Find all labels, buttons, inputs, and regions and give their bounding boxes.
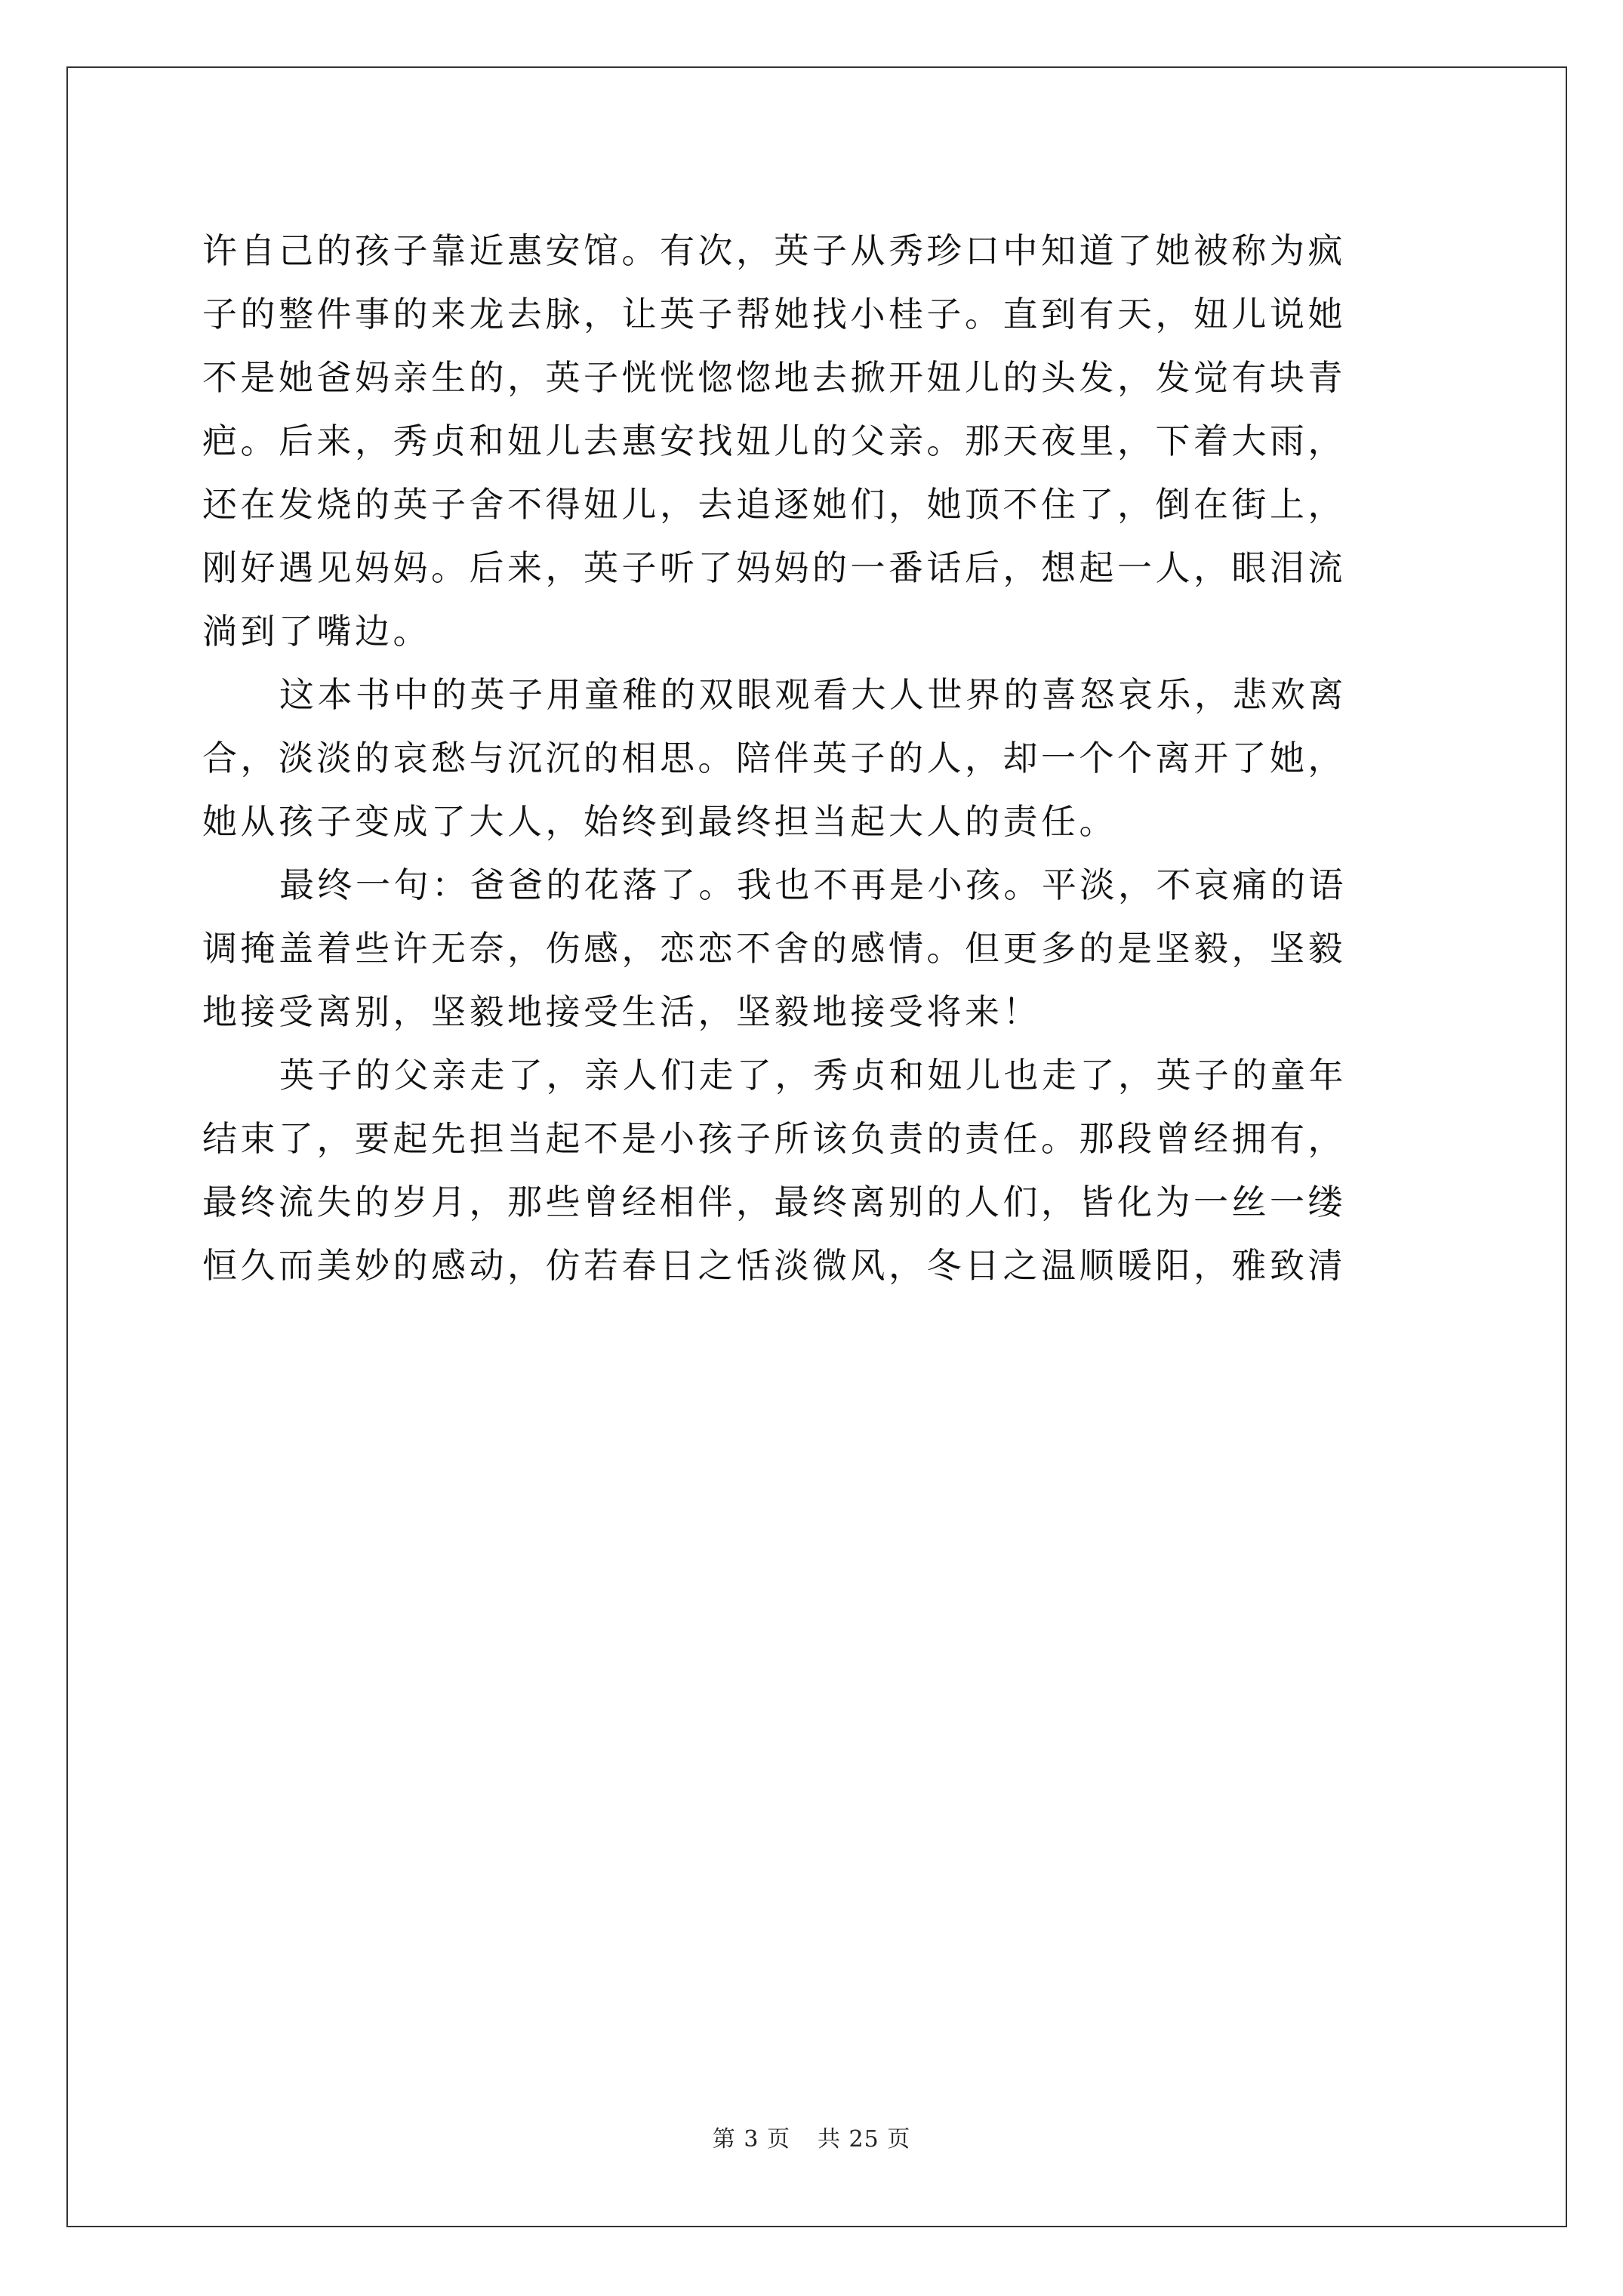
- page-total: 共 25 页: [817, 2126, 911, 2153]
- text-line: 不是她爸妈亲生的，英子恍恍惚惚地去掀开妞儿的头发，发觉有块青: [202, 357, 1346, 398]
- text-line: 英子的父亲走了，亲人们走了，秀贞和妞儿也走了，英子的童年: [279, 1055, 1347, 1096]
- text-line: 她从孩子变成了大人，始终到最终担当起大人的责任。: [202, 801, 1117, 842]
- text-line: 还在发烧的英子舍不得妞儿，去追逐她们，她顶不住了，倒在街上，: [202, 484, 1346, 525]
- page-number: 第 3 页: [712, 2126, 790, 2153]
- text-line: 合，淡淡的哀愁与沉沉的相思。陪伴英子的人，却一个个离开了她，: [202, 738, 1346, 778]
- text-line: 结束了，要起先担当起不是小孩子所该负责的责任。那段曾经拥有，: [202, 1118, 1346, 1159]
- text-line: 淌到了嘴边。: [202, 611, 431, 652]
- page-footer: [0, 2120, 1623, 2153]
- text-line: 最终流失的岁月，那些曾经相伴，最终离别的人们，皆化为一丝一缕: [202, 1182, 1346, 1222]
- document-body: [202, 219, 1434, 1297]
- text-line: 疤。后来，秀贞和妞儿去惠安找妞儿的父亲。那天夜里，下着大雨，: [202, 421, 1346, 461]
- text-line: 地接受离别，坚毅地接受生活，坚毅地接受将来！: [202, 991, 1041, 1032]
- text-line: 许自己的孩子靠近惠安馆。有次，英子从秀珍口中知道了她被称为疯: [202, 230, 1346, 271]
- paragraph-3: [202, 853, 1434, 1043]
- paragraph-2: [202, 663, 1434, 853]
- text-line: 恒久而美妙的感动，仿若春日之恬淡微风，冬日之温顺暖阳，雅致清: [202, 1245, 1346, 1286]
- paragraph-1: [202, 219, 1434, 663]
- paragraph-4: [202, 1043, 1434, 1297]
- text-line: 最终一句：爸爸的花落了。我也不再是小孩。平淡，不哀痛的语: [279, 864, 1347, 905]
- text-line: 子的整件事的来龙去脉，让英子帮她找小桂子。直到有天，妞儿说她: [202, 294, 1346, 334]
- text-line: 调掩盖着些许无奈，伤感，恋恋不舍的感情。但更多的是坚毅，坚毅: [202, 928, 1346, 969]
- text-line: 这本书中的英子用童稚的双眼观看大人世界的喜怒哀乐，悲欢离: [279, 674, 1347, 715]
- text-line: 刚好遇见妈妈。后来，英子听了妈妈的一番话后，想起一人，眼泪流: [202, 547, 1346, 588]
